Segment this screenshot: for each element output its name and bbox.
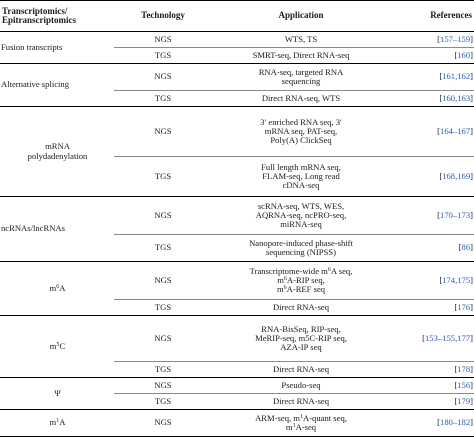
reference-cell[interactable]: [176] bbox=[390, 300, 474, 316]
application-cell: Direct RNA-seq bbox=[212, 362, 390, 378]
application-cell: RNA-BisSeq, RIP-seq, MeRIP-seq, m5C-RIP seq, AZA-IP seq bbox=[212, 316, 390, 362]
reference-cell[interactable]: [178] bbox=[390, 362, 474, 378]
technology-cell: TGS bbox=[114, 91, 212, 107]
reference-link[interactable]: 161,162 bbox=[442, 71, 471, 82]
technology-cell: TGS bbox=[114, 48, 212, 64]
reference-link[interactable]: 180–182 bbox=[440, 417, 471, 428]
application-cell: scRNA-seq, WTS, WES, AQRNA-seq, ncPRO-seq, miRNA-seq bbox=[212, 197, 390, 235]
category-cell: $m^6A$ bbox=[0, 262, 114, 316]
reference-cell[interactable]: [161,162] bbox=[390, 64, 474, 91]
table-row bbox=[0, 64, 474, 91]
technology-cell: NGS bbox=[114, 197, 212, 235]
reference-cell[interactable]: [160,163] bbox=[390, 91, 474, 107]
table-row bbox=[0, 316, 474, 362]
reference-link[interactable]: 160 bbox=[457, 49, 471, 60]
table-row bbox=[0, 197, 474, 235]
application-cell: Direct RNA-seq bbox=[212, 300, 390, 316]
category-cell: Fusion transcripts bbox=[0, 32, 114, 64]
reference-link[interactable]: 153–155,177 bbox=[425, 332, 471, 343]
reference-cell[interactable]: [170–173] bbox=[390, 197, 474, 235]
reference-link[interactable]: 86 bbox=[461, 242, 471, 253]
reference-cell[interactable]: [157–159] bbox=[390, 32, 474, 48]
table-row bbox=[0, 32, 474, 48]
table-row bbox=[0, 107, 474, 157]
application-cell: Direct RNA-seq, WTS bbox=[212, 91, 390, 107]
application-cell: Full length mRNA seq, FLAM-seq, Long read cDNA-seq bbox=[212, 157, 390, 197]
reference-cell[interactable]: [153–155,177] bbox=[390, 316, 474, 362]
header-technology: Technology bbox=[114, 1, 212, 32]
technology-cell: NGS bbox=[114, 378, 212, 394]
reference-cell[interactable]: [174,175] bbox=[390, 262, 474, 300]
category-cell: ncRNAs/lncRNAs bbox=[0, 197, 114, 262]
application-cell: SMRT-seq, Direct RNA-seq bbox=[212, 48, 390, 64]
reference-cell[interactable]: [168,169] bbox=[390, 157, 474, 197]
technology-cell: NGS bbox=[114, 64, 212, 91]
technology-cell: NGS bbox=[114, 316, 212, 362]
reference-cell[interactable]: [180–182] bbox=[390, 410, 474, 437]
application-cell: ARM-seq, $m^1A$-quant seq, $m^1A$-seq bbox=[212, 410, 390, 437]
technology-cell: TGS bbox=[114, 157, 212, 197]
reference-cell[interactable]: [164–167] bbox=[390, 107, 474, 157]
application-cell: 3′ enriched RNA seq, 3′ mRNA seq, PAT-seq, Poly(A) ClickSeq bbox=[212, 107, 390, 157]
header-references: References bbox=[390, 1, 474, 32]
reference-link[interactable]: 157–159 bbox=[440, 33, 471, 44]
reference-link[interactable]: 178 bbox=[457, 363, 471, 374]
application-cell: Direct RNA-seq bbox=[212, 394, 390, 410]
category-cell: $m^1A$ bbox=[0, 410, 114, 437]
reference-link[interactable]: 156 bbox=[457, 379, 471, 390]
category-cell: Ψ bbox=[0, 378, 114, 410]
table-row bbox=[0, 378, 474, 394]
application-cell: RNA-seq, targeted RNA sequencing bbox=[212, 64, 390, 91]
category-cell: mRNA polydadenylation bbox=[0, 107, 114, 197]
technology-cell: TGS bbox=[114, 235, 212, 262]
reference-cell[interactable]: [179] bbox=[390, 394, 474, 410]
application-cell: Pseudo-seq bbox=[212, 378, 390, 394]
application-cell: Nanopore-induced phase-shift sequencing (NIPSS) bbox=[212, 235, 390, 262]
reference-link[interactable]: 174,175 bbox=[442, 274, 471, 285]
technology-cell: TGS bbox=[114, 300, 212, 316]
header-row bbox=[0, 1, 474, 32]
reference-cell[interactable]: [156] bbox=[390, 378, 474, 394]
application-cell: Transcriptome-wide $m^6A$ seq, $m^6A$-RIP seq, $m^6A$-REF seq bbox=[212, 262, 390, 300]
category-cell: $m^5C$ bbox=[0, 316, 114, 378]
table-row bbox=[0, 262, 474, 300]
technology-cell: NGS bbox=[114, 410, 212, 437]
reference-link[interactable]: 168,169 bbox=[442, 170, 471, 181]
reference-cell[interactable]: [160] bbox=[390, 48, 474, 64]
technology-cell: TGS bbox=[114, 362, 212, 378]
technology-cell: NGS bbox=[114, 107, 212, 157]
header-category: Transcriptomics/ Epitranscriptomics bbox=[0, 1, 114, 32]
table-row bbox=[0, 410, 474, 437]
application-cell: WTS, TS bbox=[212, 32, 390, 48]
technology-cell: TGS bbox=[114, 394, 212, 410]
reference-link[interactable]: 176 bbox=[457, 301, 471, 312]
technology-cell: NGS bbox=[114, 262, 212, 300]
header-application: Application bbox=[212, 1, 390, 32]
category-cell: Alternative splicing bbox=[0, 64, 114, 107]
reference-link[interactable]: 179 bbox=[457, 395, 471, 406]
reference-link[interactable]: 170–173 bbox=[440, 209, 471, 220]
technology-cell: NGS bbox=[114, 32, 212, 48]
reference-cell[interactable]: [86] bbox=[390, 235, 474, 262]
reference-link[interactable]: 164–167 bbox=[440, 125, 471, 136]
reference-link[interactable]: 160,163 bbox=[442, 92, 471, 103]
